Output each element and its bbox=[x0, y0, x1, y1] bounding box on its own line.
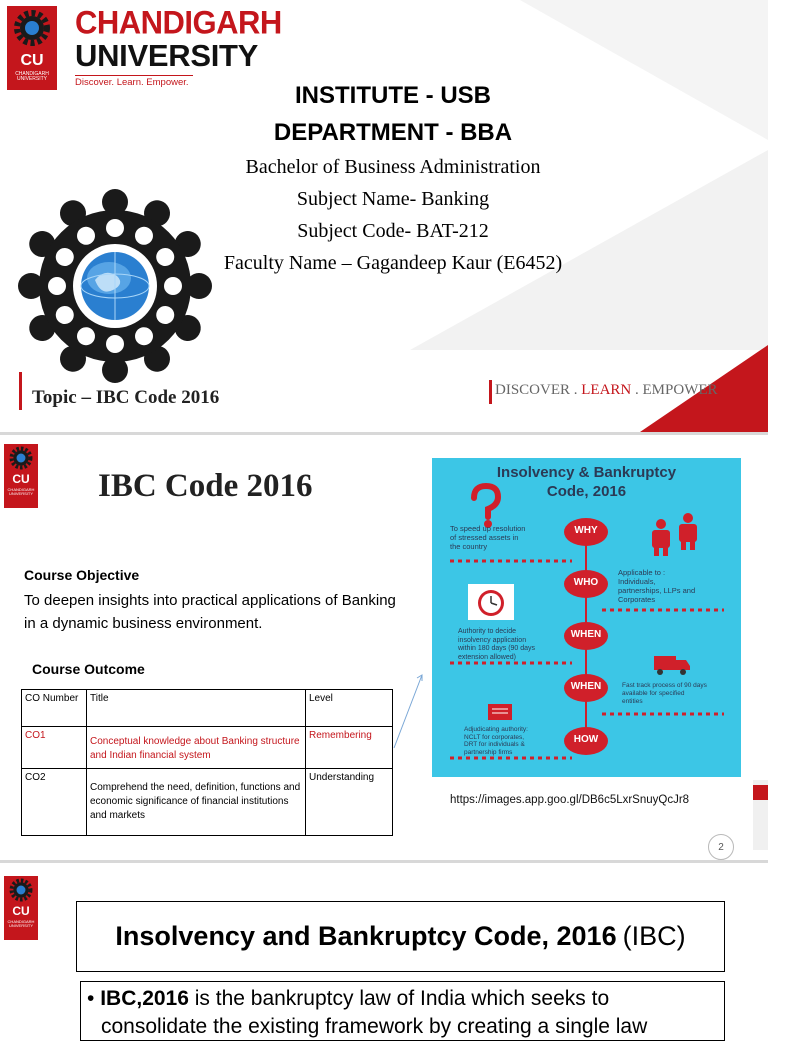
wordmark-line1: CHANDIGARH bbox=[75, 4, 282, 41]
how-text: Adjudicating authority: NCLT for corporates, DRT for individuals & partnership firms bbox=[464, 726, 528, 756]
ibc-infographic bbox=[432, 458, 741, 777]
document-icon bbox=[488, 704, 512, 720]
header-co-number: CO Number bbox=[22, 690, 87, 727]
topic-label: Topic – IBC Code 2016 bbox=[32, 387, 220, 408]
topic-accent-bar bbox=[19, 372, 22, 410]
motto: DISCOVER . LEARN . EMPOWER bbox=[495, 382, 718, 398]
institute-heading: INSTITUTE - USB bbox=[295, 82, 491, 109]
why-text: To speed up resolution of stressed assets in the country bbox=[450, 524, 526, 551]
motto-accent-bar bbox=[489, 380, 492, 404]
when-bubble: WHEN bbox=[570, 681, 602, 692]
course-objective-heading: Course Objective bbox=[24, 567, 140, 583]
co-level-cell: Understanding bbox=[306, 769, 393, 836]
co-number-cell: CO1 bbox=[22, 727, 87, 769]
course-outcome-table bbox=[21, 689, 393, 836]
co-level-cell: Remembering bbox=[306, 727, 393, 769]
when-text: Authority to decide insolvency application within 180 days (90 days extension allowed) bbox=[458, 628, 536, 661]
people-icon bbox=[652, 513, 697, 556]
cu-logo: CU CHANDIGARH UNIVERSITY bbox=[7, 6, 57, 90]
subject-code: Subject Code- BAT-212 bbox=[297, 220, 489, 242]
heading-main: Insolvency and Bankruptcy Code, 2016 bbox=[115, 921, 617, 951]
header-level: Level bbox=[306, 690, 393, 727]
infographic-title: Insolvency & Bankruptcy Code, 2016 bbox=[496, 464, 677, 500]
when-bubble: WHEN bbox=[570, 629, 602, 640]
connector-line bbox=[392, 672, 426, 750]
slide-heading-box bbox=[76, 901, 725, 972]
bullet-line: • IBC,2016 is the bankruptcy law of India which seeks to bbox=[87, 987, 610, 1010]
slide-separator bbox=[0, 860, 768, 863]
program-name: Bachelor of Business Administration bbox=[245, 156, 541, 178]
how-bubble: HOW bbox=[573, 734, 599, 745]
title-slide bbox=[0, 0, 768, 432]
subject-name: Subject Name- Banking bbox=[296, 188, 490, 210]
co-number-cell: CO2 bbox=[22, 769, 87, 836]
who-text: Applicable to : Individuals, partnerships, LLPs and Corporates bbox=[618, 568, 696, 604]
table-row bbox=[22, 769, 393, 836]
fast-track-text: Fast track process of 90 days available for specified entities bbox=[622, 682, 707, 705]
gear-globe-icon bbox=[8, 876, 34, 904]
bullet-box bbox=[80, 981, 725, 1041]
faculty-name: Faculty Name – Gagandeep Kaur (E6452) bbox=[223, 252, 563, 274]
slide-title: IBC Code 2016 bbox=[98, 468, 313, 504]
who-bubble: WHO bbox=[573, 577, 599, 588]
gear-globe-icon bbox=[12, 6, 52, 50]
why-bubble: WHY bbox=[574, 525, 598, 536]
header-title: Title bbox=[87, 690, 306, 727]
course-outcome-heading: Course Outcome bbox=[32, 661, 145, 677]
cu-logo: CU CHANDIGARH UNIVERSITY bbox=[4, 444, 38, 508]
alarm-clock-icon bbox=[468, 584, 514, 620]
heading-abbr: (IBC) bbox=[622, 921, 686, 951]
gear-globe-icon bbox=[12, 188, 218, 384]
co-title-cell: Comprehend the need, definition, functions and economic significance of financial institutions and markets bbox=[87, 769, 306, 836]
table-header-row bbox=[22, 690, 393, 727]
bullet-line: consolidate the existing framework by creating a single law bbox=[101, 1015, 648, 1038]
course-objective-text: To deepen insights into practical applications of Banking in a dynamic business environment. bbox=[24, 592, 396, 632]
page-number: 2 bbox=[708, 834, 734, 860]
co-title-cell: Conceptual knowledge about Banking structure and Indian financial system bbox=[87, 727, 306, 769]
table-row bbox=[22, 727, 393, 769]
wordmark-line2: UNIVERSITY bbox=[75, 38, 259, 73]
wordmark-tagline: Discover. Learn. Empower. bbox=[75, 75, 193, 88]
gear-globe-icon bbox=[8, 444, 34, 472]
university-wordmark bbox=[75, 4, 282, 88]
cu-logo: CU CHANDIGARH UNIVERSITY bbox=[4, 876, 38, 940]
truck-icon bbox=[654, 656, 690, 675]
image-source-link[interactable]: https://images.app.goo.gl/DB6c5LxrSnuyQcJr8 bbox=[450, 794, 690, 806]
department-heading: DEPARTMENT - BBA bbox=[273, 119, 513, 146]
